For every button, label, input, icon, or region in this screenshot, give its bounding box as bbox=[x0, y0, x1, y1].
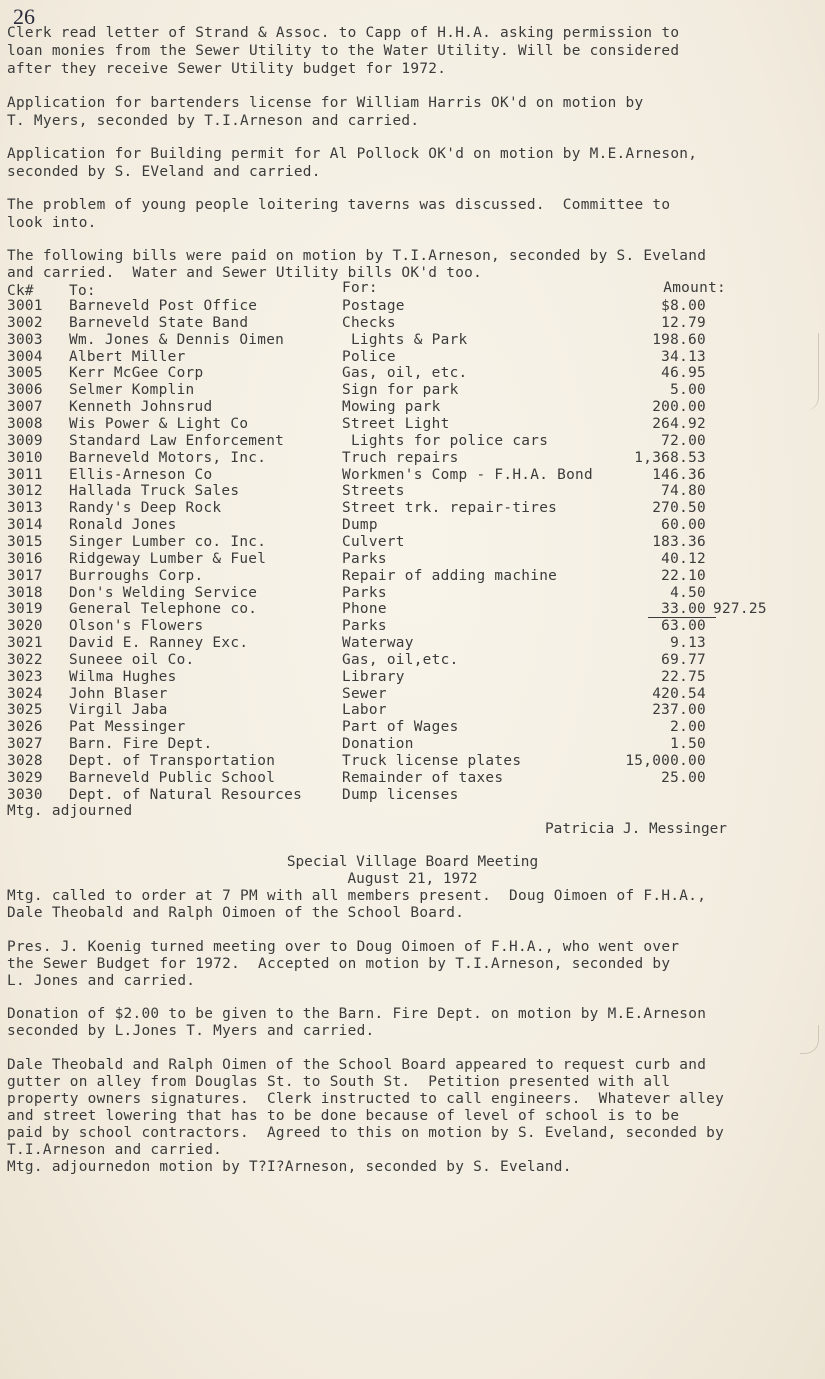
column-header-to: To: bbox=[69, 283, 96, 299]
bill-payee: Pat Messinger bbox=[69, 719, 186, 736]
bill-purpose: Lights & Park bbox=[342, 331, 468, 348]
bill-amount: 25.00 bbox=[661, 769, 706, 786]
bill-check-number: 3030 bbox=[7, 786, 43, 803]
paragraph-line: Dale Theobald and Ralph Oimen of the School Board appeared to request curb and bbox=[7, 1057, 707, 1073]
paragraph-line: Application for bartenders license for William Harris OK'd on motion by bbox=[7, 95, 644, 111]
paragraph-line: gutter on alley from Douglas St. to South St. Petition presented with all bbox=[7, 1074, 671, 1090]
bill-payee: Standard Law Enforcement bbox=[69, 432, 285, 449]
column-header-amount: Amount: bbox=[663, 280, 726, 296]
clerk-signature: Patricia J. Messinger bbox=[545, 821, 727, 837]
bill-amount: 200.00 bbox=[652, 399, 706, 416]
bill-amount: 46.95 bbox=[661, 365, 706, 382]
bill-purpose: Culvert bbox=[342, 533, 405, 550]
bill-purpose: Parks bbox=[342, 584, 387, 601]
bill-check-number: 3003 bbox=[7, 331, 43, 348]
bill-payee: Wm. Jones & Dennis Oimen bbox=[69, 331, 285, 348]
bill-payee: Hallada Truck Sales bbox=[69, 483, 240, 500]
bill-amount: 9.13 bbox=[670, 635, 706, 651]
paragraph-line: L. Jones and carried. bbox=[7, 973, 196, 989]
bill-amount: 34.13 bbox=[661, 348, 706, 365]
bill-check-number: 3006 bbox=[7, 382, 43, 399]
bill-amount: 40.12 bbox=[661, 550, 706, 567]
column-header-for: For: bbox=[342, 280, 378, 296]
bill-purpose: Checks bbox=[342, 314, 396, 331]
bill-check-number: 3013 bbox=[7, 500, 43, 517]
margin-mark bbox=[800, 333, 819, 411]
bill-payee: Singer Lumber co. Inc. bbox=[69, 533, 267, 550]
bill-purpose: Dump bbox=[342, 517, 378, 533]
paragraph-line: Application for Building permit for Al Pollock OK'd on motion by M.E.Arneson, bbox=[7, 146, 698, 162]
paragraph-line: look into. bbox=[7, 215, 97, 231]
bill-payee: Don's Welding Service bbox=[69, 584, 258, 601]
bill-check-number: 3009 bbox=[7, 432, 43, 449]
bill-payee: Wis Power & Light Co bbox=[69, 416, 249, 432]
bill-payee: Ronald Jones bbox=[69, 517, 177, 533]
bill-payee: Dept. of Natural Resources bbox=[69, 786, 303, 803]
bill-check-number: 3022 bbox=[7, 651, 43, 668]
bill-amount: 237.00 bbox=[652, 702, 706, 719]
paragraph-line: Pres. J. Koenig turned meeting over to Doug Oimoen of F.H.A., who went over bbox=[7, 939, 680, 955]
bill-check-number: 3010 bbox=[7, 449, 43, 466]
bill-purpose: Repair of adding machine bbox=[342, 567, 558, 584]
bill-amount: $8.00 bbox=[661, 298, 706, 314]
bill-purpose: Waterway bbox=[342, 635, 414, 651]
bill-check-number: 3014 bbox=[7, 517, 43, 533]
bill-payee: Selmer Komplin bbox=[69, 382, 195, 399]
bill-payee: Barneveld Post Office bbox=[69, 298, 258, 314]
page-number: 26 bbox=[13, 4, 35, 29]
bill-purpose: Labor bbox=[342, 702, 387, 719]
bill-check-number: 3026 bbox=[7, 719, 43, 736]
bill-purpose: Dump licenses bbox=[342, 786, 459, 803]
bill-amount: 1.50 bbox=[670, 736, 706, 753]
bill-payee: Kerr McGee Corp bbox=[69, 365, 204, 382]
adjourned-text: Mtg. adjourned bbox=[7, 803, 133, 819]
paragraph-line: Clerk read letter of Strand & Assoc. to Capp of H.H.A. asking permission to bbox=[7, 25, 680, 41]
bill-purpose: Police bbox=[342, 348, 396, 365]
bill-purpose: Sewer bbox=[342, 685, 387, 702]
bill-amount: 60.00 bbox=[661, 517, 706, 533]
paragraph-line: property owners signatures. Clerk instructed to call engineers. Whatever alley bbox=[7, 1091, 725, 1107]
bill-purpose: Donation bbox=[342, 736, 414, 753]
bill-amount: 12.79 bbox=[661, 314, 706, 331]
special-meeting-title: Special Village Board Meeting bbox=[286, 854, 539, 870]
paragraph-line: paid by school contractors. Agreed to this on motion by S. Eveland, seconded by bbox=[7, 1125, 725, 1141]
bill-amount: 63.00 bbox=[661, 618, 706, 635]
bill-purpose: Phone bbox=[342, 601, 387, 618]
bill-payee: John Blaser bbox=[69, 685, 168, 702]
paragraph-line: Mtg. called to order at 7 PM with all members present. Doug Oimoen of F.H.A., bbox=[7, 888, 707, 904]
bill-purpose: Street Light bbox=[342, 416, 450, 432]
paragraph-line: the Sewer Budget for 1972. Accepted on motion by T.I.Arneson, seconded by bbox=[7, 956, 671, 972]
bill-check-number: 3021 bbox=[7, 635, 43, 651]
bill-purpose: Part of Wages bbox=[342, 719, 459, 736]
bill-purpose: Lights for police cars bbox=[342, 432, 549, 449]
bill-purpose: Street trk. repair-tires bbox=[342, 500, 558, 517]
bill-purpose: Gas, oil,etc. bbox=[342, 651, 459, 668]
bill-payee: Barneveld State Band bbox=[69, 314, 249, 331]
bill-purpose: Mowing park bbox=[342, 399, 441, 416]
paragraph-line: loan monies from the Sewer Utility to the Water Utility. Will be considered bbox=[7, 43, 680, 59]
bill-payee: Wilma Hughes bbox=[69, 668, 177, 685]
bill-payee: Barneveld Public School bbox=[69, 769, 276, 786]
bill-purpose: Workmen's Comp - F.H.A. Bond bbox=[342, 466, 593, 483]
bill-amount: 198.60 bbox=[652, 331, 706, 348]
paragraph-line: and street lowering that has to be done because of level of school is to be bbox=[7, 1108, 680, 1124]
bill-purpose: Streets bbox=[342, 483, 405, 500]
bill-payee: Kenneth Johnsrud bbox=[69, 399, 213, 416]
bill-payee: Burroughs Corp. bbox=[69, 567, 204, 584]
bill-amount: 264.92 bbox=[652, 416, 706, 432]
bill-purpose: Postage bbox=[342, 298, 405, 314]
bill-amount: 4.50 bbox=[670, 584, 706, 601]
paragraph-line: after they receive Sewer Utility budget for 1972. bbox=[7, 61, 447, 77]
bill-payee: Barn. Fire Dept. bbox=[69, 736, 213, 753]
bill-payee: Ellis-Arneson Co bbox=[69, 466, 213, 483]
paragraph-line: seconded by L.Jones T. Myers and carried. bbox=[7, 1023, 375, 1039]
bill-purpose: Truch repairs bbox=[342, 449, 459, 466]
bill-amount: 270.50 bbox=[652, 500, 706, 517]
bill-amount: 74.80 bbox=[661, 483, 706, 500]
bill-check-number: 3016 bbox=[7, 550, 43, 567]
bill-amount: 69.77 bbox=[661, 651, 706, 668]
bill-check-number: 3001 bbox=[7, 298, 43, 314]
paragraph-line: T. Myers, seconded by T.I.Arneson and carried. bbox=[7, 113, 420, 129]
bill-purpose: Parks bbox=[342, 618, 387, 635]
bill-amount: 22.75 bbox=[661, 668, 706, 685]
paragraph-line: T.I.Arneson and carried. bbox=[7, 1142, 223, 1158]
bill-subtotal: 927.25 bbox=[713, 601, 767, 618]
bill-check-number: 3029 bbox=[7, 769, 43, 786]
bill-check-number: 3028 bbox=[7, 753, 43, 769]
bill-check-number: 3024 bbox=[7, 685, 43, 702]
paragraph-line: Dale Theobald and Ralph Oimoen of the School Board. bbox=[7, 905, 465, 921]
paragraph-line: The problem of young people loitering taverns was discussed. Committee to bbox=[7, 197, 671, 213]
bill-check-number: 3017 bbox=[7, 567, 43, 584]
bill-payee: General Telephone co. bbox=[69, 601, 258, 618]
bill-purpose: Sign for park bbox=[342, 382, 459, 399]
bill-check-number: 3007 bbox=[7, 399, 43, 416]
bill-check-number: 3027 bbox=[7, 736, 43, 753]
bill-payee: Randy's Deep Rock bbox=[69, 500, 222, 517]
bill-amount: 15,000.00 bbox=[625, 753, 706, 769]
bill-purpose: Remainder of taxes bbox=[342, 769, 504, 786]
paragraph-line: Mtg. adjournedon motion by T?I?Arneson, seconded by S. Eveland. bbox=[7, 1159, 572, 1175]
paragraph-line: and carried. Water and Sewer Utility bills OK'd too. bbox=[7, 265, 483, 281]
paragraph-line: seconded by S. EVeland and carried. bbox=[7, 164, 321, 180]
bill-payee: Dept. of Transportation bbox=[69, 753, 276, 769]
bill-payee: Barneveld Motors, Inc. bbox=[69, 449, 267, 466]
bill-purpose: Gas, oil, etc. bbox=[342, 365, 468, 382]
column-header-ck: Ck# bbox=[7, 283, 34, 299]
bill-check-number: 3023 bbox=[7, 668, 43, 685]
margin-mark bbox=[800, 1025, 819, 1054]
subtotal-rule bbox=[648, 617, 716, 618]
bill-payee: Olson's Flowers bbox=[69, 618, 204, 635]
paragraph-line: The following bills were paid on motion by T.I.Arneson, seconded by S. Eveland bbox=[7, 248, 707, 264]
bill-check-number: 3002 bbox=[7, 314, 43, 331]
bill-check-number: 3005 bbox=[7, 365, 43, 382]
bill-amount: 1,368.53 bbox=[634, 449, 706, 466]
special-meeting-date: August 21, 1972 bbox=[347, 871, 478, 887]
bill-check-number: 3011 bbox=[7, 466, 43, 483]
bill-amount: 5.00 bbox=[670, 382, 706, 399]
bill-check-number: 3012 bbox=[7, 483, 43, 500]
bill-check-number: 3018 bbox=[7, 584, 43, 601]
bill-check-number: 3004 bbox=[7, 348, 43, 365]
bill-payee: Albert Miller bbox=[69, 348, 186, 365]
bill-amount: 33.00 bbox=[661, 601, 706, 618]
bill-payee: Suneee oil Co. bbox=[69, 651, 195, 668]
bill-check-number: 3015 bbox=[7, 533, 43, 550]
bill-amount: 22.10 bbox=[661, 567, 706, 584]
bill-check-number: 3008 bbox=[7, 416, 43, 432]
bill-check-number: 3020 bbox=[7, 618, 43, 635]
bill-check-number: 3025 bbox=[7, 702, 43, 719]
bill-amount: 2.00 bbox=[670, 719, 706, 736]
paragraph-line: Donation of $2.00 to be given to the Barn. Fire Dept. on motion by M.E.Arneson bbox=[7, 1006, 707, 1022]
bill-amount: 420.54 bbox=[652, 685, 706, 702]
bill-purpose: Parks bbox=[342, 550, 387, 567]
bill-payee: Virgil Jaba bbox=[69, 702, 168, 719]
bill-amount: 146.36 bbox=[652, 466, 706, 483]
bill-purpose: Truck license plates bbox=[342, 753, 522, 769]
bill-payee: Ridgeway Lumber & Fuel bbox=[69, 550, 267, 567]
bill-amount: 183.36 bbox=[652, 533, 706, 550]
bill-check-number: 3019 bbox=[7, 601, 43, 618]
bill-amount: 72.00 bbox=[661, 432, 706, 449]
bill-purpose: Library bbox=[342, 668, 405, 685]
bill-payee: David E. Ranney Exc. bbox=[69, 635, 249, 651]
